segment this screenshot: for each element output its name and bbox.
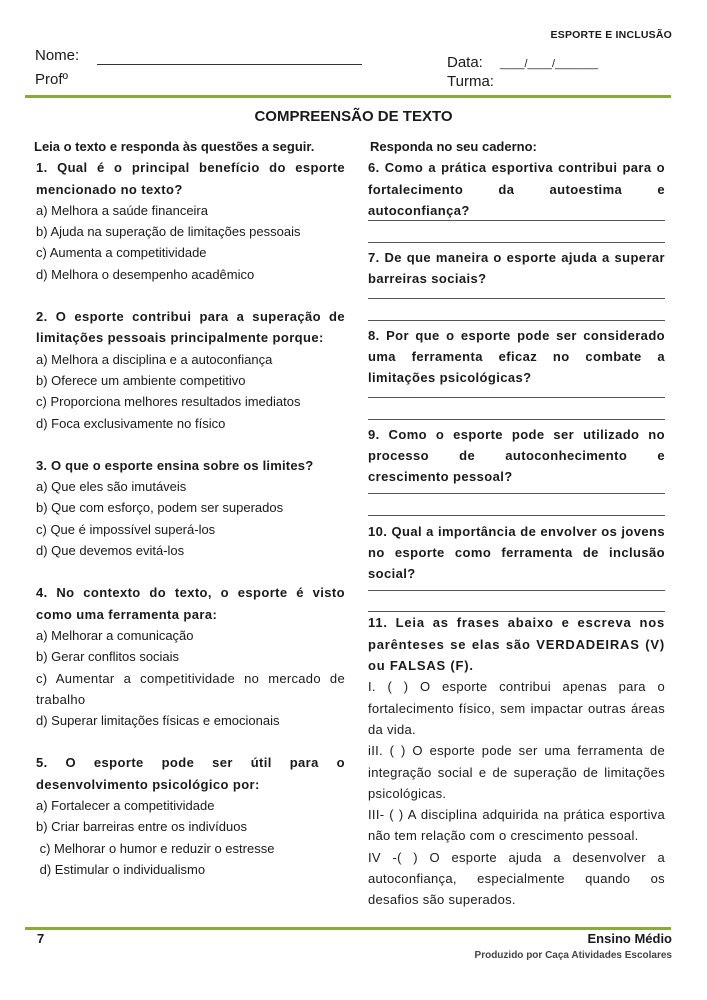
question-prompt: 8. Por que o esporte pode ser considerado uma ferramenta eficaz no combate a limitações psicológicas? bbox=[368, 327, 665, 386]
left-intro: Leia o texto e responda às questões a seguir. bbox=[34, 139, 315, 154]
true-false-statement[interactable]: III- ( ) A disciplina adquirida na prática esportiva não tem relação com o crescimento pessoal. bbox=[368, 807, 665, 844]
question-10 bbox=[368, 521, 665, 613]
teacher-label: Profº bbox=[35, 71, 68, 88]
option[interactable]: a) Melhora a disciplina e a autoconfiança bbox=[36, 351, 273, 367]
question-8 bbox=[368, 325, 665, 420]
true-false-statement[interactable]: iII. ( ) O esporte pode ser uma ferramenta de integração social e de superação de limitações psicológicas. bbox=[368, 743, 665, 801]
answer-line[interactable] bbox=[368, 299, 665, 321]
class-label: Turma: bbox=[447, 73, 494, 90]
question-prompt: 1. Qual é o principal benefício do esporte mencionado no texto? bbox=[36, 160, 345, 197]
true-false-statement[interactable]: IV -( ) O esporte ajuda a desenvolver a autoconfiança, especialmente quando os desafios são superados. bbox=[368, 849, 665, 908]
option[interactable]: a) Que eles são imutáveis bbox=[36, 479, 187, 495]
question-prompt: 9. Como o esporte pode ser utilizado no processo de autoconhecimento e crescimento pessoal? bbox=[368, 426, 665, 485]
true-false-statement[interactable]: I. ( ) O esporte contribui apenas para o fortalecimento físico, sem impactar outras áreas da vida. bbox=[368, 679, 665, 737]
question-9 bbox=[368, 424, 665, 516]
question-4 bbox=[36, 582, 345, 731]
page-number: 7 bbox=[37, 931, 45, 946]
question-prompt: 7. De que maneira o esporte ajuda a superar barreiras sociais? bbox=[368, 250, 665, 287]
option[interactable]: d) Estimular o individualismo bbox=[36, 861, 206, 877]
credit-line: Produzido por Caça Atividades Escolares bbox=[474, 950, 672, 961]
footer-divider bbox=[25, 927, 671, 930]
question-prompt: 6. Como a prática esportiva contribui para o fortalecimento da autoestima e autoconfiança? bbox=[368, 160, 665, 218]
question-prompt: 2. O esporte contribui para a superação de limitações pessoais principalmente porque: bbox=[36, 309, 345, 346]
option[interactable]: d) Melhora o desempenho acadêmico bbox=[36, 266, 255, 282]
option[interactable]: c) Proporciona melhores resultados imediatos bbox=[36, 394, 301, 410]
answer-line[interactable] bbox=[368, 584, 665, 591]
question-prompt: 10. Qual a importância de envolver os jovens no esporte como ferramenta de inclusão social? bbox=[368, 523, 665, 582]
option[interactable]: a) Fortalecer a competitividade bbox=[36, 798, 215, 814]
option[interactable]: c) Que é impossível superá-los bbox=[36, 521, 216, 537]
option[interactable]: b) Gerar conflitos sociais bbox=[36, 649, 180, 665]
option[interactable]: b) Que com esforço, podem ser superados bbox=[36, 500, 284, 516]
option[interactable]: c) Melhorar o humor e reduzir o estresse bbox=[36, 840, 275, 856]
header-divider bbox=[25, 95, 671, 98]
question-7 bbox=[368, 247, 665, 321]
answer-line[interactable] bbox=[368, 389, 665, 398]
option[interactable]: d) Que devemos evitá-los bbox=[36, 543, 185, 559]
option[interactable]: b) Criar barreiras entre os indivíduos bbox=[36, 819, 247, 835]
question-3 bbox=[36, 455, 345, 561]
question-6 bbox=[368, 157, 665, 243]
answer-line[interactable] bbox=[368, 290, 665, 299]
option[interactable]: a) Melhorar a comunicação bbox=[36, 627, 194, 643]
answer-line[interactable] bbox=[368, 398, 665, 420]
question-11 bbox=[368, 612, 665, 910]
date-label: Data: bbox=[447, 54, 483, 71]
name-label: Nome: bbox=[35, 47, 80, 64]
left-column bbox=[36, 136, 345, 880]
option[interactable]: a) Melhora a saúde financeira bbox=[36, 202, 208, 218]
education-level: Ensino Médio bbox=[587, 931, 672, 946]
question-prompt: 5. O esporte pode ser útil para o desenvolvimento psicológico por: bbox=[36, 755, 345, 792]
date-field[interactable]: ____/____/_______ bbox=[500, 58, 598, 70]
name-field[interactable] bbox=[97, 64, 362, 65]
answer-line[interactable] bbox=[368, 221, 665, 243]
question-prompt: 4. No contexto do texto, o esporte é visto como uma ferramenta para: bbox=[36, 585, 345, 622]
question-prompt: 11. Leia as frases abaixo e escreva nos parênteses se elas são VERDADEIRAS (V) ou FALSAS (F). bbox=[368, 615, 665, 674]
question-5 bbox=[36, 752, 345, 880]
question-1 bbox=[36, 157, 345, 285]
right-column bbox=[368, 136, 665, 911]
right-intro: Responda no seu caderno: bbox=[370, 139, 537, 154]
option[interactable]: d) Foca exclusivamente no físico bbox=[36, 415, 226, 431]
option[interactable]: c) Aumenta a competitividade bbox=[36, 245, 207, 261]
worksheet-topic: ESPORTE E INCLUSÃO bbox=[550, 29, 672, 41]
option[interactable]: b) Oferece um ambiente competitivo bbox=[36, 372, 246, 388]
option[interactable]: c) Aumentar a competitividade no mercado de trabalho bbox=[36, 670, 345, 707]
answer-line[interactable] bbox=[368, 494, 665, 516]
answer-line[interactable] bbox=[368, 591, 665, 612]
question-prompt: 3. O que o esporte ensina sobre os limites? bbox=[36, 457, 314, 473]
option[interactable]: b) Ajuda na superação de limitações pessoais bbox=[36, 224, 301, 240]
question-2 bbox=[36, 306, 345, 434]
page-title: COMPREENSÃO DE TEXTO bbox=[254, 108, 453, 125]
option[interactable]: d) Superar limitações físicas e emocionais bbox=[36, 713, 280, 729]
